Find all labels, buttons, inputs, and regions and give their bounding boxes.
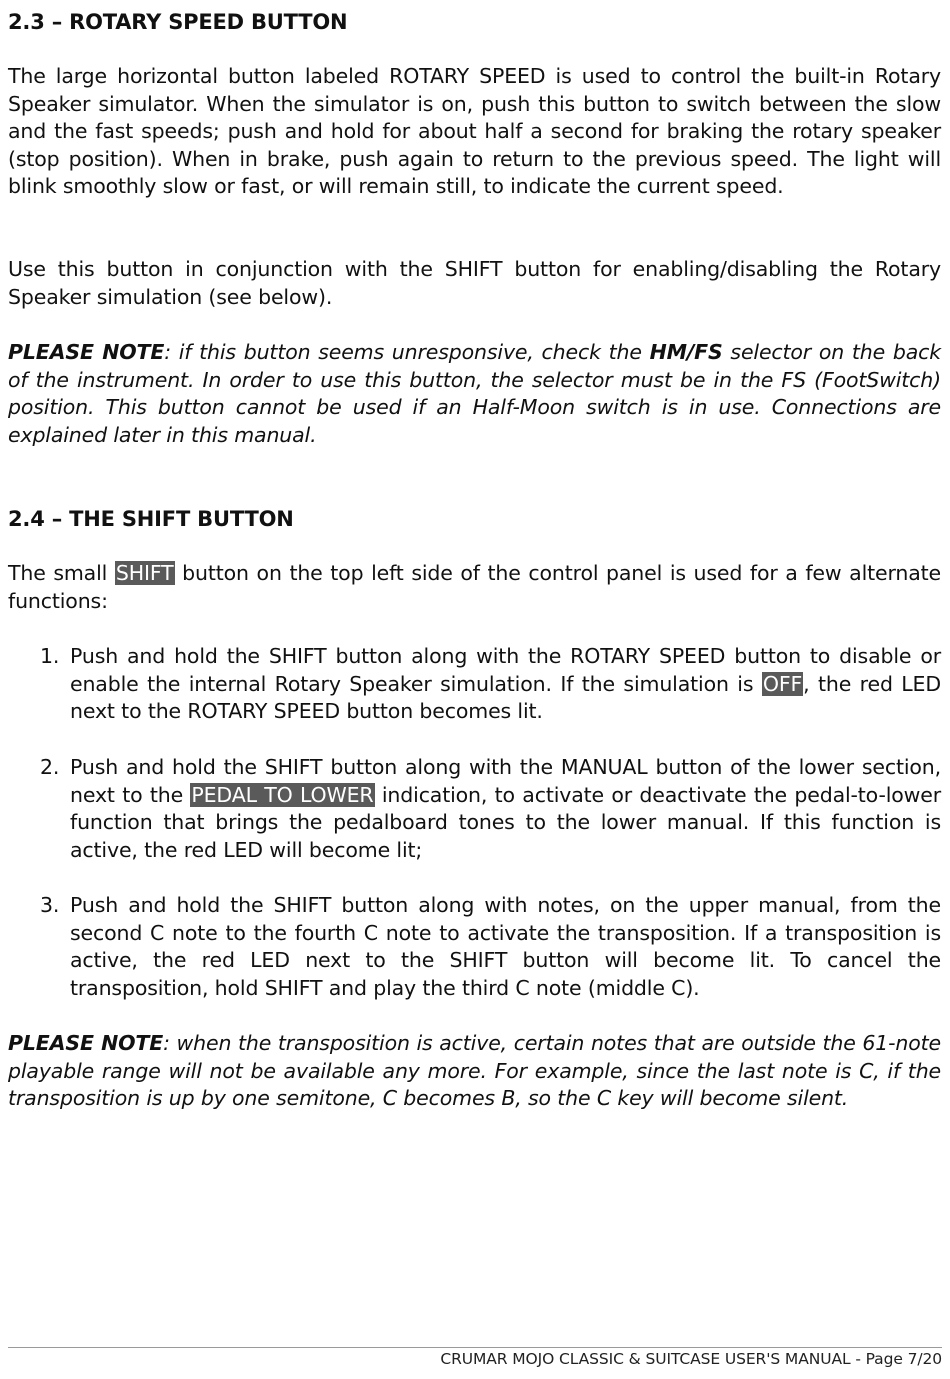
list-item-text-b: , the red LED next to the ROTARY SPEED button becomes lit. [70,671,941,724]
section-2-3-title: 2.3 – ROTARY SPEED BUTTON [8,10,348,34]
list-item-number: 3. [40,893,60,917]
intro-text-b: button on the top left side of the control panel is used for a few alternate functions: [8,561,941,613]
off-highlight: OFF [762,671,803,696]
note-text-a: : if this button seems unresponsive, check the [164,340,650,364]
footer-divider [8,1347,942,1348]
section-2-4-note [8,1030,941,1113]
list-item-text: Push and hold the SHIFT button along with notes, on the upper manual, from the second C note to the fourth C note to activate the transposition. If a transposition is active, the red LED next to the SHIFT button will become lit. To cancel the transposition, hold SHIFT and play the third C note (middle C). [70,893,941,1000]
shift-functions-list-3 [8,892,941,1002]
section-2-4-intro [8,560,941,615]
shift-functions-list [8,643,941,726]
list-item [8,754,941,864]
note-label: PLEASE NOTE [8,340,165,364]
pedal-to-lower-highlight: PEDAL TO LOWER [191,782,374,807]
note-text: : when the transposition is active, certain notes that are outside the 61-note playable range will not be available any more. For example, since the last note is C, if the transposition is up by one semitone, C becomes B, so the C key will become silent. [8,1031,941,1111]
list-item-number: 2. [40,755,60,779]
shift-highlight: SHIFT [115,561,174,585]
note-bold-hmfs: HM/FS [649,340,723,364]
list-item-text-a: Push and hold the SHIFT button along with the ROTARY SPEED button to disable or enable the internal Rotary Speaker simulation. If the simulation is [70,644,941,696]
list-item-number: 1. [40,644,60,668]
note-text-b: selector on the back of the instrument. In order to use this button, the selector must be in the FS (FootSwitch) position. This button cannot be used if an Half-Moon switch is in use. Connections are explained later in this manual. [8,340,941,447]
page-footer: CRUMAR MOJO CLASSIC & SUITCASE USER'S MANUAL - Page 7/20 [440,1350,942,1368]
intro-text-a: The small [8,561,115,585]
section-2-3-paragraph-2: Use this button in conjunction with the SHIFT button for enabling/disabling the Rotary Speaker simulation (see below). [8,257,941,309]
list-item-text-b: indication, to activate or deactivate the pedal-to-lower function that brings the pedalboard tones to the lower manual. If this function is active, the red LED will become lit; [70,782,941,862]
shift-functions-list-2 [8,754,941,864]
section-2-3-note [8,339,941,449]
list-item [8,643,941,726]
list-item-text-a: Push and hold the SHIFT button along with the MANUAL button of the lower section, next to the [70,755,941,807]
section-2-3-paragraph-1: The large horizontal button labeled ROTARY SPEED is used to control the built-in Rotary Speaker simulator. When the simulator is on, push this button to switch between the slow and the fast speeds; push and hold for about half a second for braking the rotary speaker (stop position). When in brake, push again to return to the previous speed. The light will blink smoothly slow or fast, or will remain still, to indicate the current speed. [8,64,941,199]
section-2-4-title: 2.4 – THE SHIFT BUTTON [8,507,294,531]
list-item [8,892,941,1002]
note-label: PLEASE NOTE [8,1031,164,1055]
